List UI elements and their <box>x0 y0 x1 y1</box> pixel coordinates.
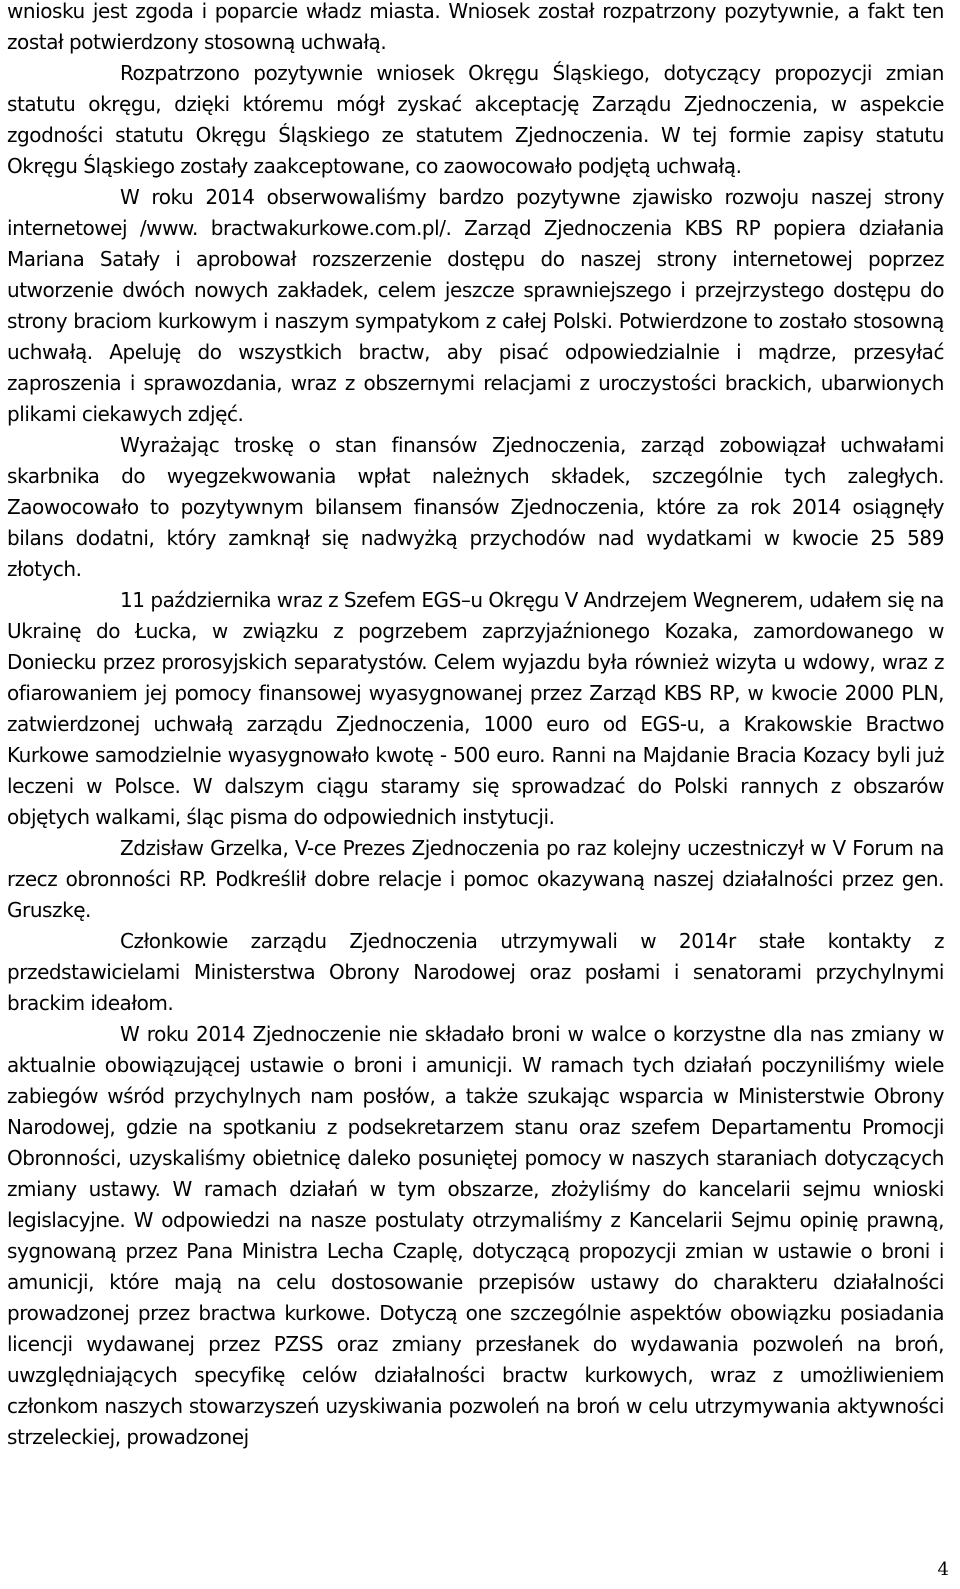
paragraph: W roku 2014 Zjednoczenie nie składało broni w walce o korzystne dla nas zmiany w aktualnie obowiązującej ustawie o broni i amunicji. W ramach tych działań poczyniliśmy wiele zabiegów wśród przychylnych nam posłów, a także szukając wsparcia w Ministerstwie Obrony Narodowej, gdzie na spotkaniu z podsekretarzem stanu oraz szefem Departamentu Promocji Obronności, uzyskaliśmy obietnicę daleko posuniętej pomocy w naszych staraniach dotyczących zmiany ustawy. W ramach działań w tym obszarze, złożyliśmy do kancelarii sejmu wnioski legislacyjne. W odpowiedzi na nasze postulaty otrzymaliśmy z Kancelarii Sejmu opinię prawną, sygnowaną przez Pana Ministra Lecha Czaplę, dotyczącą propozycji zmian w ustawie o broni i amunicji, które mają na celu dostosowanie przepisów ustawy do charakteru działalności prowadzonej przez bractwa kurkowe. Dotyczą one szczególnie aspektów obowiązku posiadania licencji wydawanej przez PZSS oraz zmiany przesłanek do wydawania pozwoleń na broń, uwzględniających specyfikę celów działalności bractw kurkowych, wraz z umożliwieniem członkom naszych stowarzyszeń uzyskiwania pozwoleń na broń w celu utrzymywania aktywności strzeleckiej, prowadzonej <box>7 1022 944 1449</box>
paragraph: Członkowie zarządu Zjednoczenia utrzymywali w 2014r stałe kontakty z przedstawicielami Ministerstwa Obrony Narodowej oraz posłami i senatorami przychylnymi brackim ideałom. <box>7 929 944 1015</box>
document-body <box>7 0 944 1453</box>
paragraph: W roku 2014 obserwowaliśmy bardzo pozytywne zjawisko rozwoju naszej strony internetowej /www. bractwakurkowe.com.pl/. Zarząd Zjednoczenia KBS RP popiera działania Mariana Satały i aprobował rozszerzenie dostępu do naszej strony internetowej poprzez utworzenie dwóch nowych zakładek, celem jeszcze sprawniejszego i przejrzystego dostępu do strony braciom kurkowym i naszym sympatykom z całej Polski. Potwierdzone to zostało stosowną uchwałą. Apeluję do wszystkich bractw, aby pisać odpowiedzialnie i mądrze, przesyłać zaproszenia i sprawozdania, wraz z obszernymi relacjami z uroczystości brackich, ubarwionych plikami ciekawych zdjęć. <box>7 185 944 426</box>
paragraph: 11 października wraz z Szefem EGS–u Okręgu V Andrzejem Wegnerem, udałem się na Ukrainę do Łucka, w związku z pogrzebem zaprzyjaźnionego Kozaka, zamordowanego w Doniecku przez prorosyjskich separatystów. Celem wyjazdu była również wizyta u wdowy, wraz z ofiarowaniem jej pomocy finansowej wyasygnowanej przez Zarząd KBS RP, w kwocie 2000 PLN, zatwierdzonej uchwałą zarządu Zjednoczenia, 1000 euro od EGS-u, a Krakowskie Bractwo Kurkowe samodzielnie wyasygnowało kwotę - 500 euro. Ranni na Majdanie Bracia Kozacy byli już leczeni w Polsce. W dalszym ciągu staramy się sprowadzać do Polski rannych z obszarów objętych walkami, śląc pisma do odpowiednich instytucji. <box>7 588 944 829</box>
paragraph: Wyrażając troskę o stan finansów Zjednoczenia, zarząd zobowiązał uchwałami skarbnika do wyegzekwowania wpłat należnych składek, szczególnie tych zaległych. Zaowocowało to pozytywnym bilansem finansów Zjednoczenia, które za rok 2014 osiągnęły bilans dodatni, który zamknął się nadwyżką przychodów nad wydatkami w kwocie 25 589 złotych. <box>7 433 944 581</box>
paragraph: Zdzisław Grzelka, V-ce Prezes Zjednoczenia po raz kolejny uczestniczył w V Forum na rzecz obronności RP. Podkreślił dobre relacje i pomoc okazywaną naszej działalności przez gen. Gruszkę. <box>7 836 944 922</box>
paragraph: wniosku jest zgoda i poparcie władz miasta. Wniosek został rozpatrzony pozytywnie, a fakt ten został potwierdzony stosowną uchwałą. <box>7 0 944 54</box>
page-number: 4 <box>937 1559 949 1580</box>
paragraph: Rozpatrzono pozytywnie wniosek Okręgu Śląskiego, dotyczący propozycji zmian statutu okręgu, dzięki któremu mógł zyskać akceptację Zarządu Zjednoczenia, w aspekcie zgodności statutu Okręgu Śląskiego ze statutem Zjednoczenia. W tej formie zapisy statutu Okręgu Śląskiego zostały zaakceptowane, co zaowocowało podjętą uchwałą. <box>7 61 944 178</box>
